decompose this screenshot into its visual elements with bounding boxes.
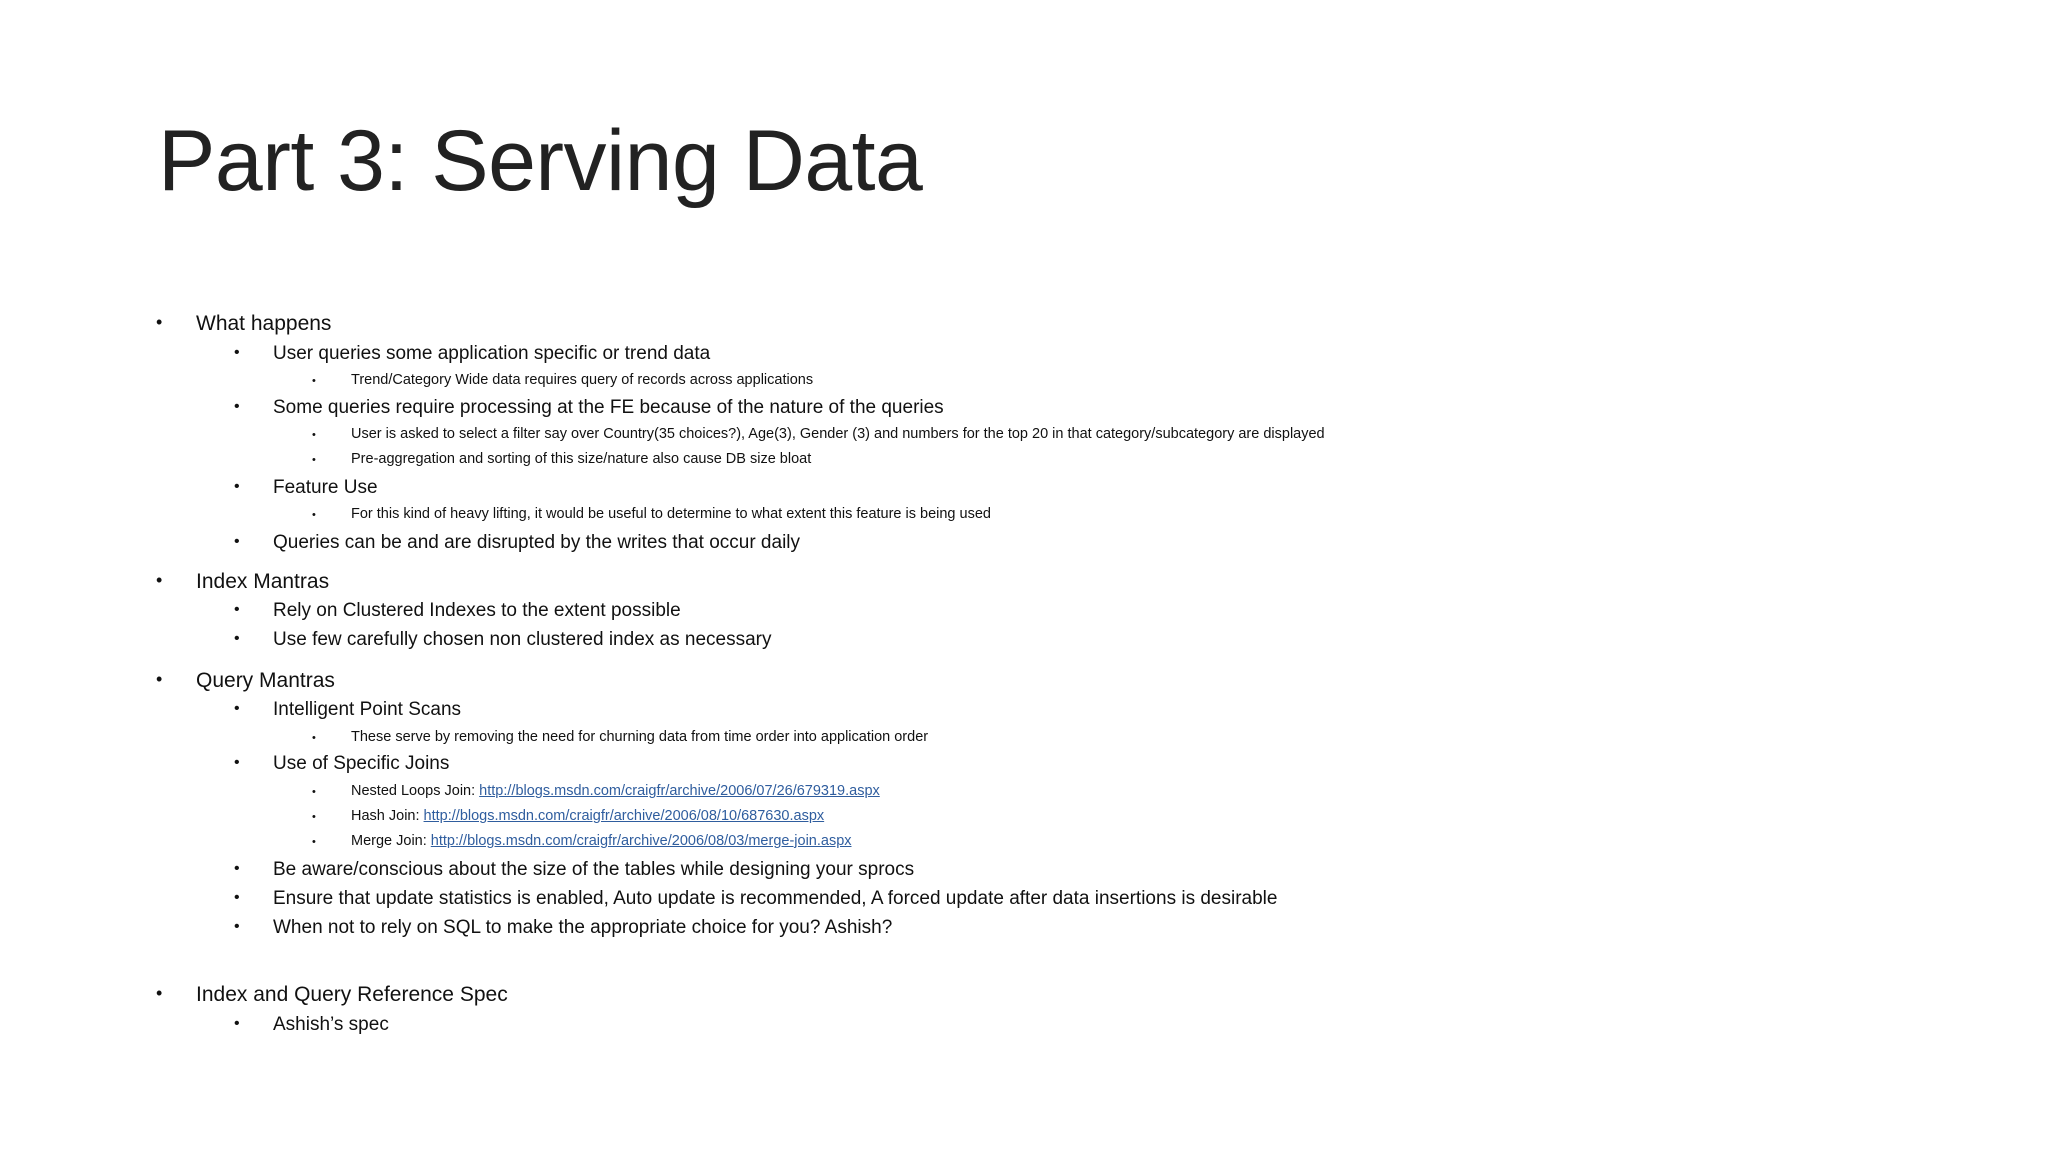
bullet-marker: • — [234, 700, 240, 717]
bullet-marker: • — [156, 669, 163, 689]
section-reference-spec: Index and Query Reference Spec — [196, 983, 508, 1006]
join-label: Nested Loops Join: — [351, 783, 480, 799]
list-item: Ensure that update statistics is enabled, Auto update is recommended, A forced update after data insertions is desirable — [273, 888, 1278, 909]
section-query-mantras: Query Mantras — [196, 669, 335, 692]
nested-loops-join-link[interactable]: http://blogs.msdn.com/craigfr/archive/2006/07/26/679319.aspx — [479, 783, 880, 799]
list-subitem: Trend/Category Wide data requires query of records across applications — [351, 372, 814, 388]
bullet-marker: • — [234, 1015, 240, 1032]
join-label: Merge Join: — [351, 833, 431, 849]
bullet-marker: • — [312, 454, 316, 466]
list-item: User queries some application specific or trend data — [273, 343, 711, 364]
list-item: Use few carefully chosen non clustered index as necessary — [273, 629, 772, 650]
bullet-marker: • — [312, 836, 316, 848]
bullet-marker: • — [234, 630, 240, 647]
list-item: Use of Specific Joins — [273, 753, 450, 774]
list-item: Queries can be and are disrupted by the writes that occur daily — [273, 532, 801, 553]
list-item: Some queries require processing at the FE because of the nature of the queries — [273, 397, 944, 418]
hash-join-link[interactable]: http://blogs.msdn.com/craigfr/archive/2006/08/10/687630.aspx — [423, 808, 825, 824]
list-subitem: For this kind of heavy lifting, it would be useful to determine to what extent this feature is being used — [351, 506, 991, 522]
bullet-marker: • — [312, 786, 316, 798]
bullet-marker: • — [234, 398, 240, 415]
bullet-marker: • — [312, 429, 316, 441]
bullet-marker: • — [156, 570, 163, 590]
section-what-happens: What happens — [196, 312, 332, 335]
bullet-marker: • — [312, 811, 316, 823]
bullet-marker: • — [234, 533, 240, 550]
join-label: Hash Join: — [351, 808, 424, 824]
slide-title: Part 3: Serving Data — [158, 113, 923, 209]
bullet-marker: • — [312, 732, 316, 744]
merge-join-link[interactable]: http://blogs.msdn.com/craigfr/archive/2006/08/03/merge-join.aspx — [430, 833, 852, 849]
join-reference — [351, 809, 824, 824]
list-item: Feature Use — [273, 477, 378, 498]
list-item: Rely on Clustered Indexes to the extent possible — [273, 600, 681, 621]
bullet-marker: • — [312, 375, 316, 387]
bullet-marker: • — [234, 918, 240, 935]
bullet-marker: • — [234, 478, 240, 495]
list-item: When not to rely on SQL to make the appropriate choice for you? Ashish? — [273, 917, 893, 938]
bullet-marker: • — [234, 860, 240, 877]
bullet-marker: • — [234, 754, 240, 771]
list-subitem: These serve by removing the need for churning data from time order into application order — [351, 729, 929, 745]
list-subitem: Pre-aggregation and sorting of this size/nature also cause DB size bloat — [351, 451, 812, 467]
bullet-marker: • — [234, 889, 240, 906]
bullet-marker: • — [156, 983, 163, 1003]
bullet-marker: • — [312, 509, 316, 521]
list-item: Be aware/conscious about the size of the tables while designing your sprocs — [273, 859, 915, 880]
join-reference — [351, 834, 852, 849]
list-item: Intelligent Point Scans — [273, 699, 462, 720]
bullet-marker: • — [234, 601, 240, 618]
bullet-marker: • — [156, 312, 163, 332]
section-index-mantras: Index Mantras — [196, 570, 330, 593]
list-item: Ashish’s spec — [273, 1014, 389, 1035]
list-subitem: User is asked to select a filter say over Country(35 choices?), Age(3), Gender (3) and numbers for the top 20 in that category/subcategory are displayed — [351, 426, 1325, 442]
join-reference — [351, 784, 880, 799]
bullet-marker: • — [234, 344, 240, 361]
